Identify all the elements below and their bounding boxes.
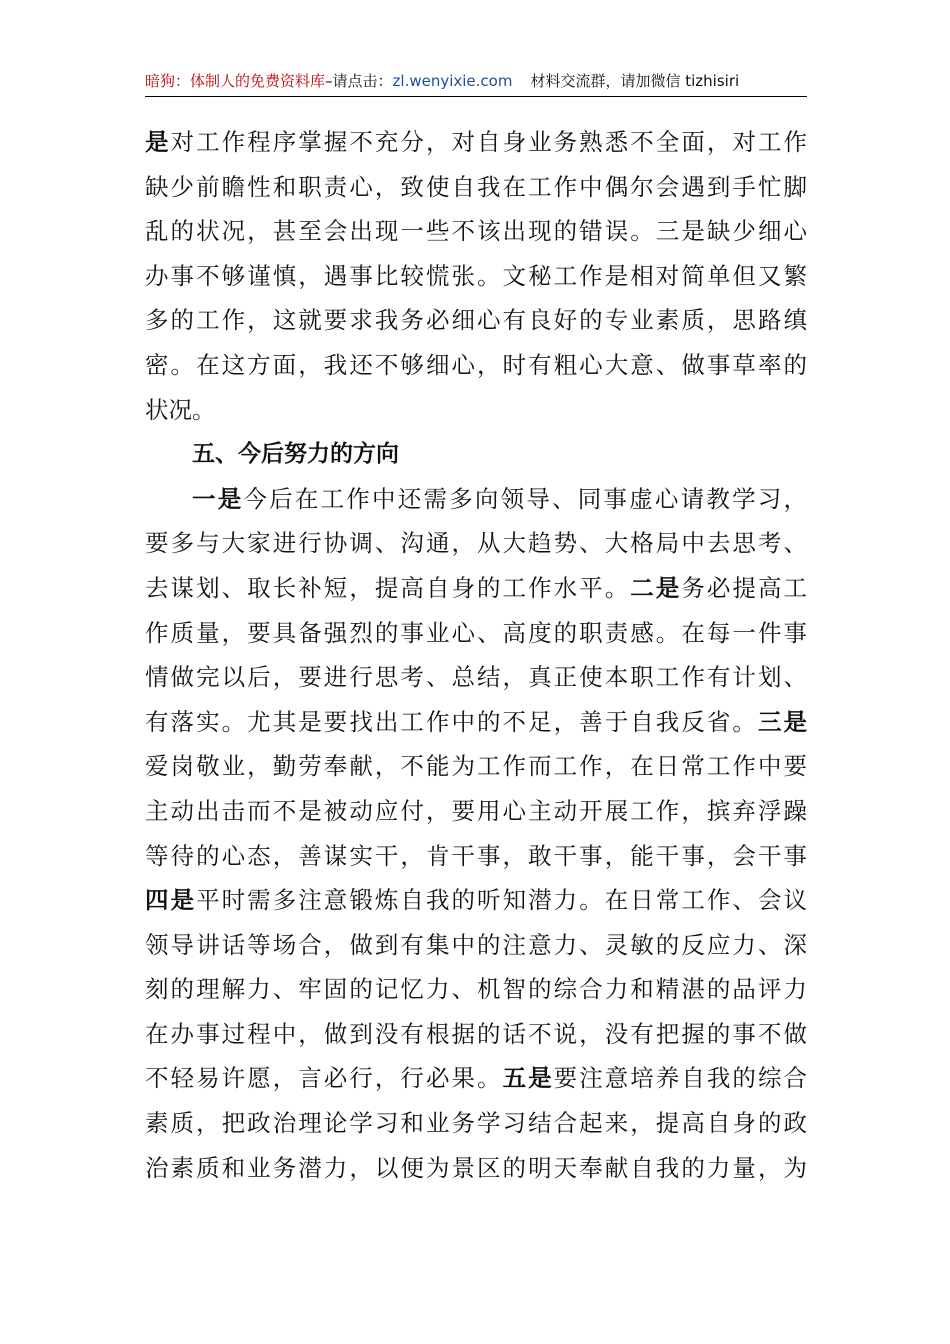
text-line: 去谋划、取长补短，提高自身的工作水平。二是务必提高工 xyxy=(145,573,808,602)
page-header xyxy=(145,68,807,97)
text-line: 要多与大家进行协调、沟通，从大趋势、大格局中去思考、 xyxy=(145,529,807,558)
text-line: 主动出击而不是被动应付，要用心主动开展工作，摈弃浮躁 xyxy=(145,796,807,825)
text-line: 乱的状况，甚至会出现一些不该出现的错误。三是缺少细心 xyxy=(145,217,807,246)
text-line: 爱岗敬业，勤劳奉献，不能为工作而工作，在日常工作中要 xyxy=(145,752,807,781)
text-line: 在办事过程中，做到没有根据的话不说，没有把握的事不做 xyxy=(145,1019,807,1048)
text-line: 一是今后在工作中还需多向领导、同事虚心请教学习， xyxy=(192,484,808,513)
text-line: 等待的心态，善谋实干，肯干事，敢干事，能干事，会干事 xyxy=(145,841,807,870)
section-heading: 五、今后努力的方向 xyxy=(192,441,399,468)
text-line: 作质量，要具备强烈的事业心、高度的职责感。在每一件事 xyxy=(145,618,807,647)
text-line: 素质，把政治理论学习和业务学习结合起来，提高自身的政 xyxy=(145,1109,807,1138)
text-line: 密。在这方面，我还不够细心，时有粗心大意、做事草率的 xyxy=(145,350,807,379)
text-line: 领导讲话等场合，做到有集中的注意力、灵敏的反应力、深 xyxy=(145,930,807,959)
text-line: 不轻易许愿，言必行，行必果。五是要注意培养自我的综合 xyxy=(145,1064,808,1093)
text-line: 多的工作，这就要求我务必细心有良好的专业素质，思路缜 xyxy=(145,306,807,335)
text-line: 状况。 xyxy=(145,395,216,424)
header-contact: 材料交流群，请加微信 tizhisiri xyxy=(530,72,740,90)
text-line: 缺少前瞻性和职责心，致使自我在工作中偶尔会遇到手忙脚 xyxy=(145,172,807,201)
header-brand: 暗狗：体制人的免费资料库 xyxy=(145,72,326,90)
text-line: 刻的理解力、牢固的记忆力、机智的综合力和精湛的品评力 xyxy=(145,975,807,1004)
text-line: 治素质和业务潜力，以便为景区的明天奉献自我的力量，为 xyxy=(145,1153,807,1182)
text-line: 是对工作程序掌握不充分，对自身业务熟悉不全面，对工作 xyxy=(145,128,808,156)
text-line: 办事不够谨慎，遇事比较慌张。文秘工作是相对简单但又繁 xyxy=(145,261,807,290)
document-body xyxy=(145,120,807,1190)
text-line: 四是平时需多注意锻炼自我的听知潜力。在日常工作、会议 xyxy=(145,886,808,915)
text-line: 情做完以后，要进行思考、总结，真正使本职工作有计划、 xyxy=(145,663,807,692)
header-site-link[interactable]: zl.wenyixie.com xyxy=(392,72,513,90)
text-line: 有落实。尤其是要找出工作中的不足，善于自我反省。三是 xyxy=(145,707,808,736)
header-click-prompt: –请点击： xyxy=(325,72,393,90)
